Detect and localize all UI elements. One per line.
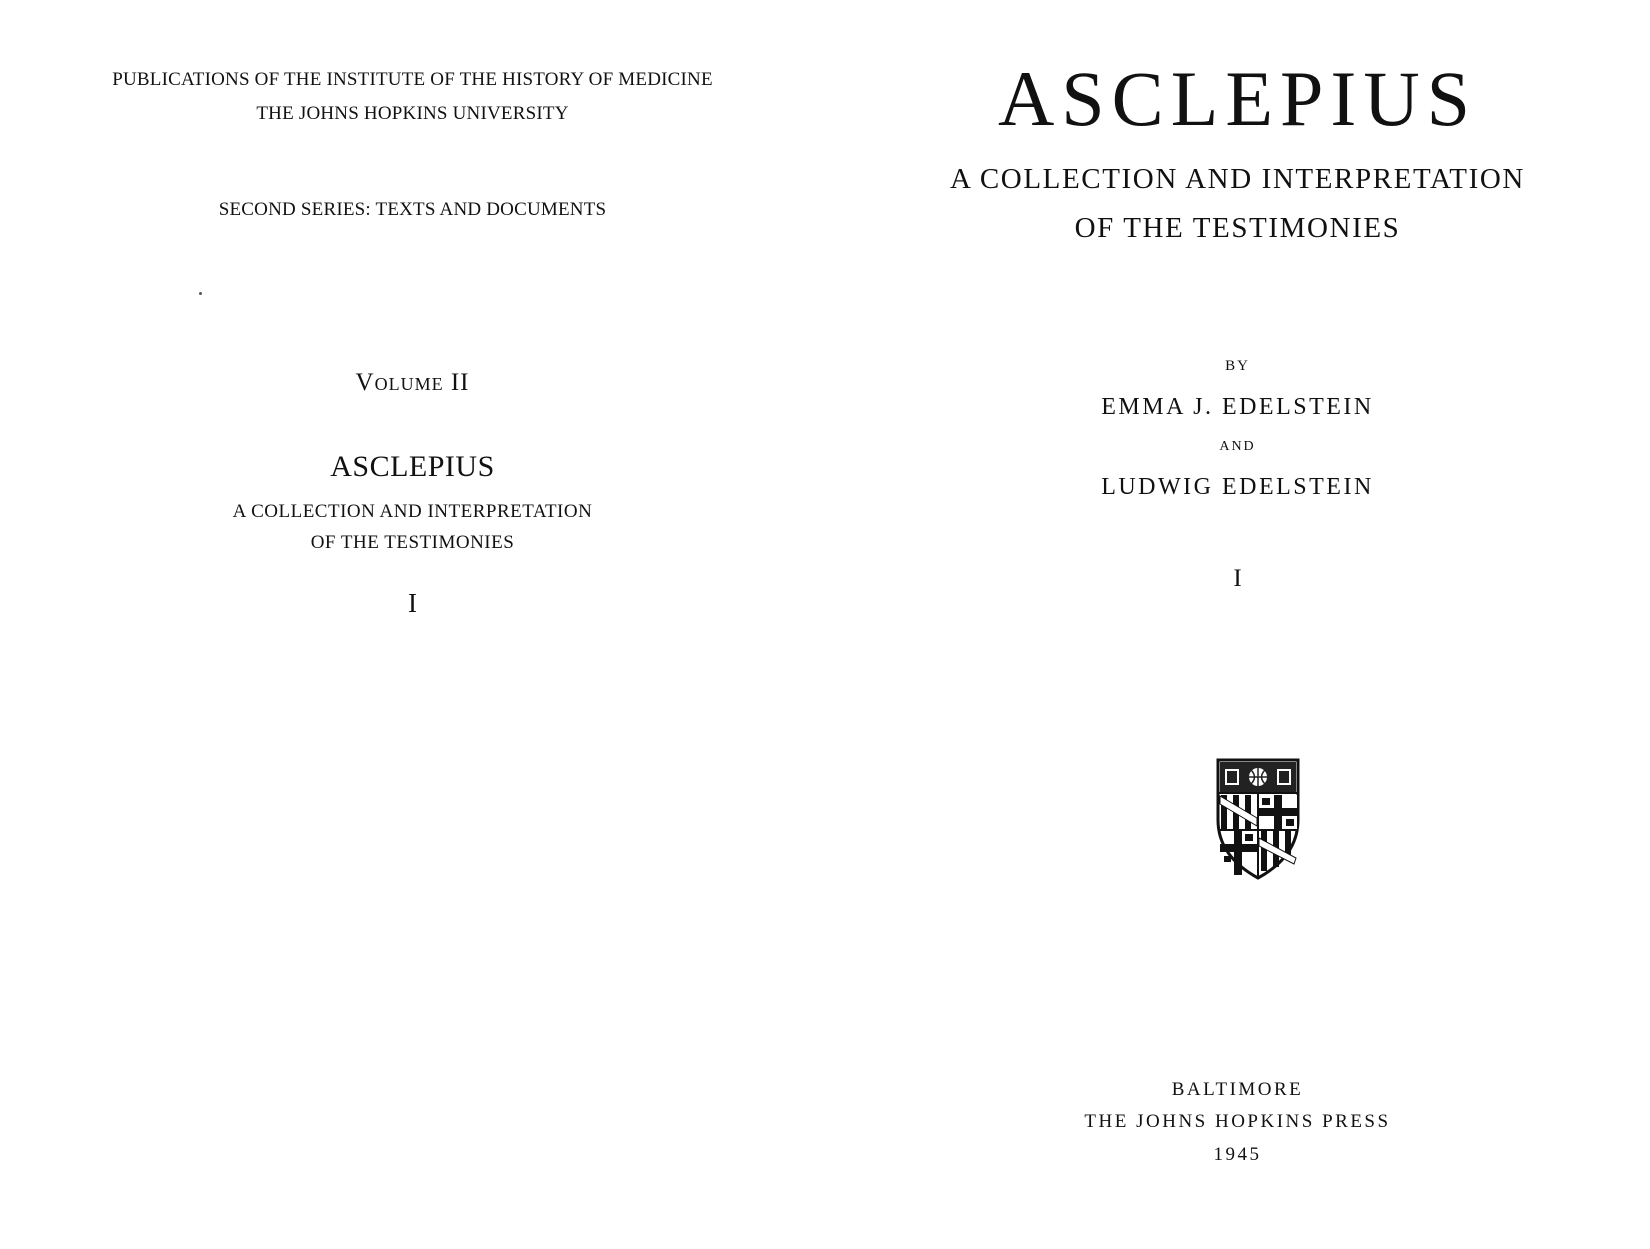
- half-subtitle-line-1: A COLLECTION AND INTERPRETATION: [232, 501, 593, 522]
- half-subtitle-line-2: OF THE TESTIMONIES: [310, 532, 515, 553]
- right-page: [825, 0, 1650, 1249]
- author-2: LUDWIG EDELSTEIN: [1101, 474, 1374, 500]
- by-label: BY: [1225, 358, 1250, 374]
- subtitle-line-1: A COLLECTION AND INTERPRETATION: [950, 163, 1525, 195]
- scan-speck: [199, 292, 202, 295]
- imprint-place: BALTIMORE: [1171, 1079, 1304, 1100]
- author-1: EMMA J. EDELSTEIN: [1101, 394, 1374, 420]
- volume-label: Volume II: [355, 369, 470, 396]
- half-title: ASCLEPIUS: [330, 450, 495, 483]
- and-label: AND: [1219, 439, 1256, 454]
- series-line-1: PUBLICATIONS OF THE INSTITUTE OF THE HISTORY OF MEDICINE: [112, 69, 713, 90]
- subtitle-line-2: OF THE TESTIMONIES: [1074, 212, 1401, 244]
- half-volume-numeral: I: [408, 588, 417, 618]
- university-crest-icon: [1215, 758, 1301, 880]
- imprint-year: 1945: [1213, 1144, 1262, 1165]
- volume-numeral: I: [1233, 565, 1242, 592]
- main-title: ASCLEPIUS: [997, 55, 1478, 142]
- imprint-publisher: THE JOHNS HOPKINS PRESS: [1084, 1111, 1391, 1132]
- series-line-2: THE JOHNS HOPKINS UNIVERSITY: [256, 103, 569, 124]
- series-line-3: SECOND SERIES: TEXTS AND DOCUMENTS: [218, 199, 607, 220]
